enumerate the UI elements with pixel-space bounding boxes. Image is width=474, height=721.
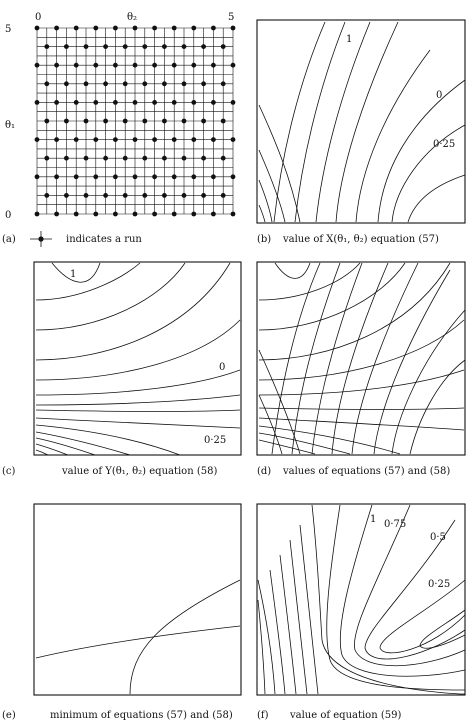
run-point xyxy=(93,174,98,179)
panel-a-x-max-label: 5 xyxy=(228,12,235,23)
run-point xyxy=(113,212,118,217)
run-point xyxy=(221,193,226,198)
run-point xyxy=(191,174,196,179)
run-point xyxy=(182,81,187,86)
run-point xyxy=(93,63,98,68)
run-point xyxy=(64,119,69,124)
panel-d-contours xyxy=(259,263,465,454)
run-point xyxy=(133,137,138,142)
run-point xyxy=(133,100,138,105)
run-point xyxy=(211,137,216,142)
run-point xyxy=(231,63,236,68)
run-point xyxy=(231,137,236,142)
run-point xyxy=(93,212,98,217)
run-point xyxy=(142,119,147,124)
run-point xyxy=(142,193,147,198)
panel-c-caption: value of Y(θ₁, θ₂) equation (58) xyxy=(62,466,218,477)
run-point xyxy=(113,100,118,105)
panel-f-letter: (f) xyxy=(257,710,269,721)
panel-a xyxy=(2,12,235,247)
run-point xyxy=(221,81,226,86)
panel-d xyxy=(257,262,465,477)
run-point xyxy=(211,212,216,217)
panel-f xyxy=(257,504,465,721)
panel-b-contours xyxy=(259,22,465,222)
panel-b-letter: (b) xyxy=(257,234,272,245)
run-point xyxy=(191,26,196,31)
run-point xyxy=(93,100,98,105)
run-point xyxy=(35,26,40,31)
run-point xyxy=(74,212,79,217)
panel-a-letter: (a) xyxy=(2,234,16,245)
run-point xyxy=(54,212,59,217)
panel-e-curves xyxy=(36,580,240,694)
panel-c-contours xyxy=(36,263,240,455)
run-point xyxy=(64,156,69,161)
run-point xyxy=(44,81,49,86)
run-point xyxy=(172,137,177,142)
panel-a-x-axis-label: θ₂ xyxy=(127,12,138,23)
run-point xyxy=(103,119,108,124)
panel-f-contour-label-1: 1 xyxy=(370,514,377,525)
run-point xyxy=(201,44,206,49)
run-point xyxy=(231,212,236,217)
run-point xyxy=(35,212,40,217)
panel-c-contour-label-0: 0 xyxy=(219,362,226,373)
run-point xyxy=(113,137,118,142)
run-point xyxy=(74,174,79,179)
run-point xyxy=(182,44,187,49)
run-point xyxy=(123,193,128,198)
run-point xyxy=(74,137,79,142)
panel-b-contour-label-1: 1 xyxy=(346,34,353,45)
panel-a-y-min-label: 0 xyxy=(5,210,12,221)
run-point xyxy=(74,63,79,68)
run-point xyxy=(84,156,89,161)
run-point xyxy=(152,63,157,68)
run-point xyxy=(64,44,69,49)
panel-c-contour-label-025: 0·25 xyxy=(204,435,227,446)
panel-f-contour-label-025: 0·25 xyxy=(428,579,451,590)
run-point xyxy=(221,156,226,161)
panel-c xyxy=(2,262,241,477)
run-point xyxy=(103,44,108,49)
panel-a-y-max-label: 5 xyxy=(5,24,12,35)
run-point xyxy=(152,174,157,179)
run-point xyxy=(44,156,49,161)
run-point xyxy=(211,100,216,105)
run-point xyxy=(211,26,216,31)
run-point xyxy=(84,119,89,124)
run-point xyxy=(93,26,98,31)
run-point xyxy=(162,44,167,49)
run-point xyxy=(84,44,89,49)
run-point xyxy=(113,174,118,179)
run-point xyxy=(172,26,177,31)
run-point xyxy=(133,26,138,31)
run-point xyxy=(152,212,157,217)
run-point xyxy=(201,119,206,124)
run-point xyxy=(103,193,108,198)
run-point xyxy=(44,44,49,49)
run-point xyxy=(54,174,59,179)
run-point xyxy=(211,174,216,179)
panel-f-caption: value of equation (59) xyxy=(290,710,402,721)
run-point xyxy=(162,81,167,86)
run-point xyxy=(123,44,128,49)
panel-a-y-axis-label: θ₁ xyxy=(5,120,16,131)
run-point xyxy=(231,26,236,31)
run-point xyxy=(35,100,40,105)
run-point xyxy=(231,100,236,105)
run-point xyxy=(35,174,40,179)
panel-f-contour-label-05: 0·5 xyxy=(430,532,446,543)
panel-a-x-min-label: 0 xyxy=(35,12,42,23)
run-point xyxy=(182,156,187,161)
run-point xyxy=(103,81,108,86)
run-point xyxy=(201,156,206,161)
run-point xyxy=(54,63,59,68)
run-point xyxy=(133,174,138,179)
run-point xyxy=(162,119,167,124)
panel-b-frame xyxy=(257,20,465,223)
run-point xyxy=(201,81,206,86)
run-point xyxy=(93,137,98,142)
run-point xyxy=(133,212,138,217)
run-point xyxy=(191,63,196,68)
panel-b-contour-label-0: 0 xyxy=(436,90,443,101)
run-point xyxy=(44,193,49,198)
run-point xyxy=(152,137,157,142)
run-point xyxy=(113,63,118,68)
run-point xyxy=(103,156,108,161)
run-point xyxy=(35,137,40,142)
run-point xyxy=(152,100,157,105)
run-point xyxy=(172,212,177,217)
panel-b-caption: value of X(θ₁, θ₂) equation (57) xyxy=(283,234,439,245)
panel-e-frame xyxy=(34,504,241,695)
panel-c-letter: (c) xyxy=(2,466,16,477)
panel-a-legend-text: indicates a run xyxy=(66,234,142,245)
run-point xyxy=(84,81,89,86)
run-point xyxy=(133,63,138,68)
run-point xyxy=(84,193,89,198)
panel-d-letter: (d) xyxy=(257,466,272,477)
run-point xyxy=(54,100,59,105)
run-marker-icon xyxy=(30,231,52,247)
run-point xyxy=(172,174,177,179)
run-point xyxy=(123,119,128,124)
run-point xyxy=(211,63,216,68)
run-point xyxy=(64,81,69,86)
run-point xyxy=(162,193,167,198)
run-point xyxy=(123,81,128,86)
run-point xyxy=(123,156,128,161)
panel-b-contour-label-025: 0·25 xyxy=(433,139,456,150)
run-point xyxy=(182,119,187,124)
run-point xyxy=(142,44,147,49)
run-point xyxy=(162,156,167,161)
run-point xyxy=(64,193,69,198)
panel-b xyxy=(257,20,465,245)
panel-e-caption: minimum of equations (57) and (58) xyxy=(50,710,233,721)
panel-c-contour-label-1: 1 xyxy=(70,269,77,280)
run-point xyxy=(74,26,79,31)
run-point xyxy=(191,212,196,217)
panel-d-caption: values of equations (57) and (58) xyxy=(283,466,451,477)
run-point xyxy=(191,137,196,142)
run-point xyxy=(221,119,226,124)
run-point xyxy=(201,193,206,198)
run-point xyxy=(191,100,196,105)
run-point xyxy=(54,137,59,142)
run-point xyxy=(221,44,226,49)
run-point xyxy=(152,26,157,31)
run-point xyxy=(142,81,147,86)
run-point xyxy=(54,26,59,31)
run-point xyxy=(182,193,187,198)
run-point xyxy=(142,156,147,161)
run-point xyxy=(172,100,177,105)
panel-e-letter: (e) xyxy=(2,710,16,721)
panel-e xyxy=(2,504,241,721)
panel-f-contour-label-075: 0·75 xyxy=(384,519,407,530)
run-point xyxy=(44,119,49,124)
run-point xyxy=(172,63,177,68)
run-point xyxy=(74,100,79,105)
run-point xyxy=(231,174,236,179)
run-point xyxy=(113,26,118,31)
run-point xyxy=(35,63,40,68)
